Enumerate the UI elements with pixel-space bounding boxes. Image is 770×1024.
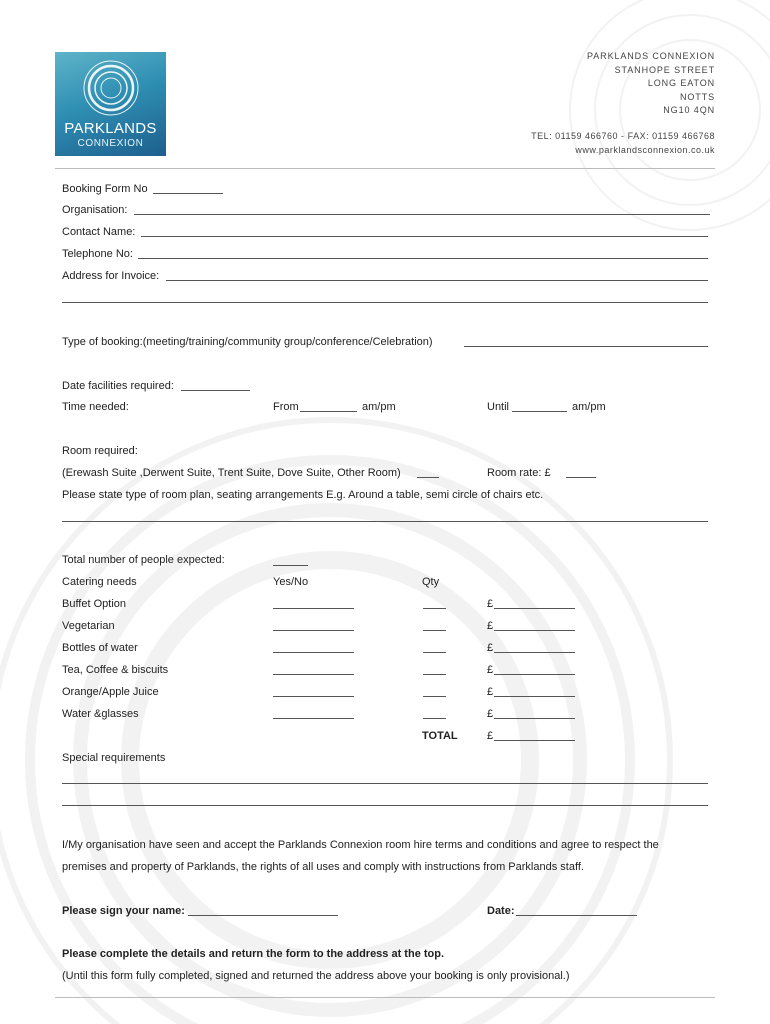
price-field[interactable] (494, 630, 575, 631)
pound-sign: £ (487, 598, 494, 610)
signature-field[interactable] (188, 915, 338, 916)
address-invoice-label: Address for Invoice: (62, 270, 160, 282)
pound-sign: £ (487, 642, 494, 654)
declaration-line-2: premises and property of Parklands, the rights of all uses and comply with instructions from Parklands staff. (62, 861, 584, 873)
catering-item: Tea, Coffee & biscuits (62, 664, 169, 676)
special-requirements-field-2[interactable] (62, 805, 708, 806)
yes-no-field[interactable] (273, 718, 354, 719)
date-label: Date: (487, 905, 515, 917)
type-of-booking-label: Type of booking:(meeting/training/community group/conference/Celebration) (62, 336, 433, 348)
yes-no-field[interactable] (273, 652, 354, 653)
yes-no-field[interactable] (273, 608, 354, 609)
date-required-label: Date facilities required: (62, 380, 174, 392)
tel-fax-line (531, 131, 715, 141)
qty-field[interactable] (423, 608, 446, 609)
catering-needs-label: Catering needs (62, 576, 137, 588)
telephone-field[interactable] (138, 258, 708, 259)
total-pound-sign: £ (487, 730, 494, 742)
room-choice-field[interactable] (417, 477, 439, 478)
room-plan-label: Please state type of room plan, seating arrangements E.g. Around a table, semi circle of chairs etc. (62, 489, 544, 501)
total-label: TOTAL (422, 730, 458, 742)
special-requirements-field[interactable] (62, 783, 708, 784)
room-rate-label: Room rate: £ (487, 467, 551, 479)
address-line-1: PARKLANDS CONNEXION (587, 51, 715, 61)
total-people-field[interactable] (273, 565, 308, 566)
from-label: From (273, 401, 299, 413)
catering-item: Buffet Option (62, 598, 127, 610)
fax-number: 01159 466768 (652, 131, 715, 141)
parklands-logo (55, 52, 166, 156)
sign-date-field[interactable] (516, 915, 637, 916)
pound-sign: £ (487, 664, 494, 676)
logo-word: PARKLANDS (64, 120, 157, 137)
price-field[interactable] (494, 696, 575, 697)
separator: - (621, 131, 625, 141)
catering-item: Orange/Apple Juice (62, 686, 159, 698)
pound-sign: £ (487, 686, 494, 698)
address-invoice-field[interactable] (166, 280, 708, 281)
tel-label: TEL: (531, 131, 553, 141)
until-ampm-label: am/pm (572, 401, 606, 413)
yes-no-field[interactable] (273, 674, 354, 675)
declaration-line-1: I/My organisation have seen and accept the Parklands Connexion room hire terms and conditions and agree to respect the (62, 839, 659, 851)
logo-sub-word: CONNEXION (77, 138, 144, 149)
address-line-2: STANHOPE STREET (614, 65, 715, 75)
from-ampm-label: am/pm (362, 401, 396, 413)
yes-no-header: Yes/No (273, 576, 309, 588)
yes-no-field[interactable] (273, 696, 354, 697)
total-price-field[interactable] (494, 740, 575, 741)
date-required-field[interactable] (181, 390, 250, 391)
address-line-3: LONG EATON (647, 78, 715, 88)
catering-item: Vegetarian (62, 620, 115, 632)
qty-field[interactable] (423, 630, 446, 631)
organisation-field[interactable] (134, 214, 710, 215)
total-people-label: Total number of people expected: (62, 554, 225, 566)
special-requirements-label: Special requirements (62, 752, 166, 764)
booking-no-field[interactable] (153, 193, 223, 194)
qty-field[interactable] (423, 696, 446, 697)
qty-field[interactable] (423, 652, 446, 653)
time-needed-label: Time needed: (62, 401, 129, 413)
qty-field[interactable] (423, 718, 446, 719)
pound-sign: £ (487, 620, 494, 632)
price-field[interactable] (494, 674, 575, 675)
catering-item: Water &glasses (62, 708, 139, 720)
contact-name-label: Contact Name: (62, 226, 136, 238)
address-invoice-field-2[interactable] (62, 302, 708, 303)
room-list-label: (Erewash Suite ,Derwent Suite, Trent Suite, Dove Suite, Other Room) (62, 467, 401, 479)
contact-name-field[interactable] (141, 236, 708, 237)
type-of-booking-field[interactable] (464, 346, 708, 347)
yes-no-field[interactable] (273, 630, 354, 631)
pound-sign: £ (487, 708, 494, 720)
room-rate-field[interactable] (566, 477, 596, 478)
tel-number: 01159 466760 (555, 131, 619, 141)
price-field[interactable] (494, 608, 575, 609)
address-line-5: NG10 4QN (663, 105, 715, 115)
provisional-note: (Until this form fully completed, signed and returned the address above your booking is only provisional.) (62, 970, 570, 982)
sign-name-label: Please sign your name: (62, 905, 185, 917)
room-plan-field[interactable] (62, 521, 708, 522)
until-label: Until (487, 401, 510, 413)
from-time-field[interactable] (300, 411, 357, 412)
header-divider (55, 168, 715, 169)
qty-field[interactable] (423, 674, 446, 675)
footer-divider (55, 997, 715, 998)
booking-no-label: Booking Form No (62, 183, 148, 195)
website-link[interactable]: www.parklandsconnexion.co.uk (575, 145, 715, 155)
price-field[interactable] (494, 652, 575, 653)
catering-item: Bottles of water (62, 642, 138, 654)
address-line-4: NOTTS (680, 92, 715, 102)
telephone-label: Telephone No: (62, 248, 133, 260)
organisation-label: Organisation: (62, 204, 128, 216)
return-note: Please complete the details and return the form to the address at the top. (62, 948, 445, 960)
room-required-label: Room required: (62, 445, 138, 457)
price-field[interactable] (494, 718, 575, 719)
qty-header: Qty (422, 576, 440, 588)
fax-label: FAX: (627, 131, 650, 141)
until-time-field[interactable] (512, 411, 567, 412)
